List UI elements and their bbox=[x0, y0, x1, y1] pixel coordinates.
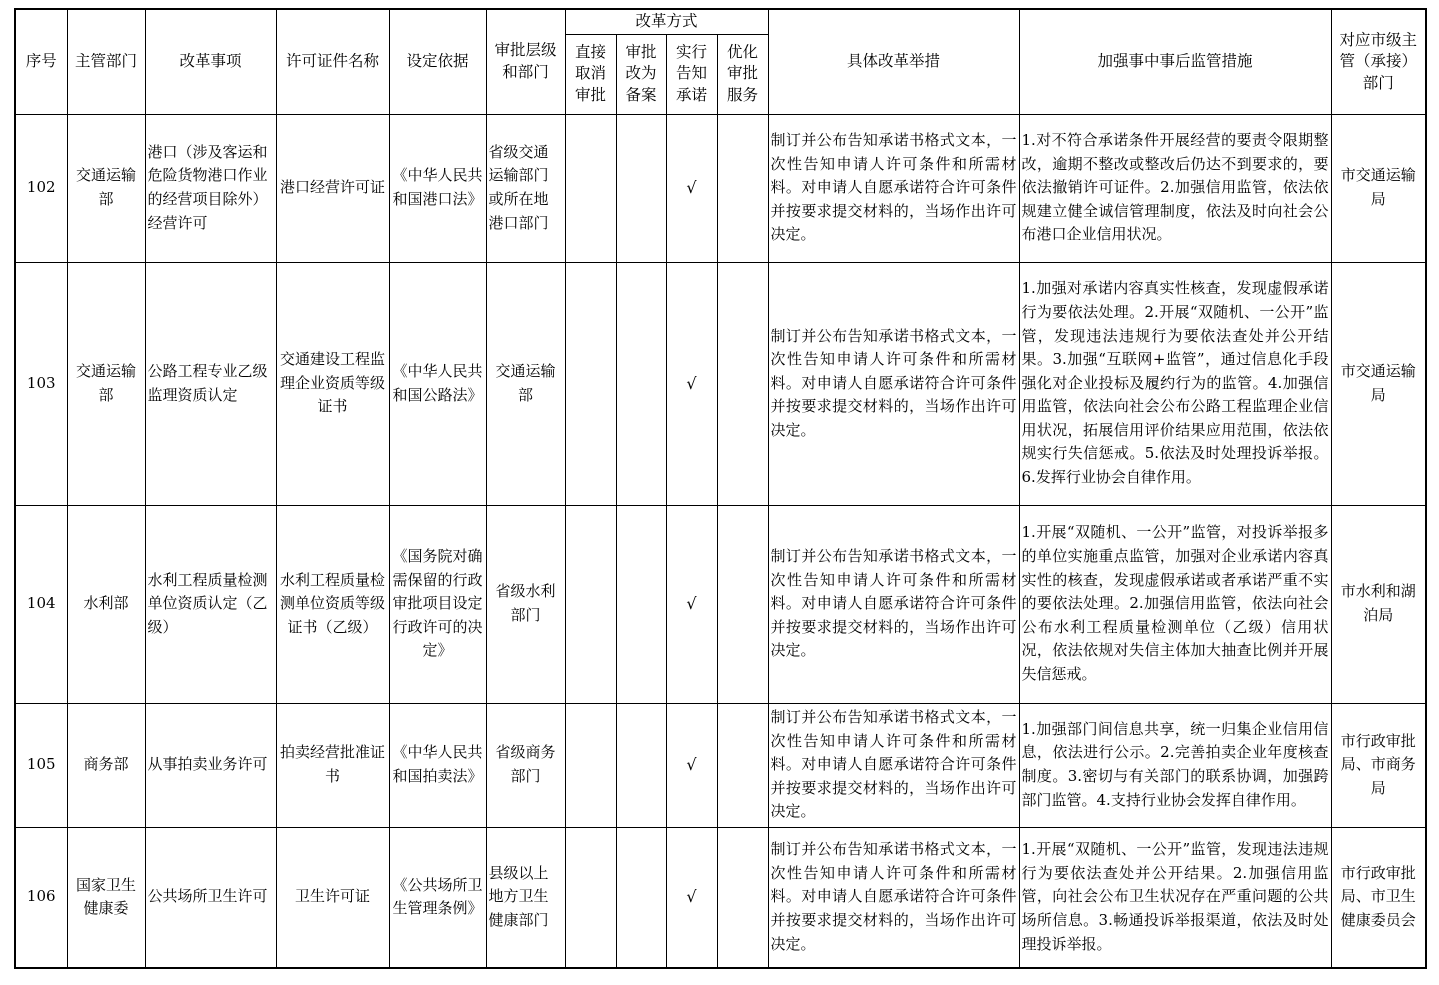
cell-notify: √ bbox=[666, 262, 717, 505]
cell-seq: 103 bbox=[15, 262, 67, 505]
cell-city: 市行政审批局、市商务局 bbox=[1331, 703, 1426, 827]
cell-license: 港口经营许可证 bbox=[276, 114, 389, 262]
reform-table-page bbox=[14, 8, 1427, 969]
header-method-cancel: 直接取消审批 bbox=[565, 34, 616, 114]
cell-cancel bbox=[565, 262, 616, 505]
header-measures: 具体改革举措 bbox=[768, 9, 1019, 114]
table-row bbox=[15, 114, 1426, 262]
header-dept: 主管部门 bbox=[67, 9, 145, 114]
cell-supervision: 1.开展“双随机、一公开”监管，发现违法违规行为要依法查处并公开结果。2.加强信用监管，向社会公布卫生状况存在严重问题的公共场所信息。3.畅通投诉举报渠道，依法及时处理投诉举报。 bbox=[1019, 827, 1331, 968]
cell-license: 拍卖经营批准证书 bbox=[276, 703, 389, 827]
cell-license: 水利工程质量检测单位资质等级证书（乙级） bbox=[276, 505, 389, 703]
header-method-optimize: 优化审批服务 bbox=[717, 34, 768, 114]
cell-city: 市行政审批局、市卫生健康委员会 bbox=[1331, 827, 1426, 968]
table-row bbox=[15, 505, 1426, 703]
cell-record bbox=[616, 827, 666, 968]
cell-seq: 102 bbox=[15, 114, 67, 262]
cell-item: 公共场所卫生许可 bbox=[145, 827, 276, 968]
cell-supervision: 1.加强对承诺内容真实性核查，发现虚假承诺行为要依法处理。2.开展“双随机、一公开”监管，发现违法违规行为要依法查处并公开结果。3.加强“互联网+监管”，通过信息化手段强化对企业投标及履约行为的监管。4.加强信用监管，依法向社会公布公路工程监理企业信用状况，拓展信用评价结果应用范围，依法依规实行失信惩戒。5.依法及时处理投诉举报。6.发挥行业协会自律作用。 bbox=[1019, 262, 1331, 505]
header-supervision: 加强事中事后监管措施 bbox=[1019, 9, 1331, 114]
cell-notify: √ bbox=[666, 114, 717, 262]
cell-city: 市水利和湖泊局 bbox=[1331, 505, 1426, 703]
header-city: 对应市级主管（承接）部门 bbox=[1331, 9, 1426, 114]
cell-level: 省级商务部门 bbox=[486, 703, 565, 827]
cell-optimize bbox=[717, 827, 768, 968]
cell-seq: 106 bbox=[15, 827, 67, 968]
cell-basis: 《公共场所卫生管理条例》 bbox=[389, 827, 486, 968]
header-level: 审批层级和部门 bbox=[486, 9, 565, 114]
cell-measures: 制订并公布告知承诺书格式文本，一次性告知申请人许可条件和所需材料。对申请人自愿承诺符合许可条件并按要求提交材料的，当场作出许可决定。 bbox=[768, 703, 1019, 827]
cell-dept: 商务部 bbox=[67, 703, 145, 827]
cell-notify: √ bbox=[666, 505, 717, 703]
reform-table bbox=[14, 8, 1427, 969]
cell-seq: 105 bbox=[15, 703, 67, 827]
cell-cancel bbox=[565, 505, 616, 703]
cell-cancel bbox=[565, 703, 616, 827]
header-method-notify: 实行告知承诺 bbox=[666, 34, 717, 114]
cell-item: 港口（涉及客运和危险货物港口作业的经营项目除外）经营许可 bbox=[145, 114, 276, 262]
cell-supervision: 1.加强部门间信息共享，统一归集企业信用信息，依法进行公示。2.完善拍卖企业年度核查制度。3.密切与有关部门的联系协调，加强跨部门监管。4.支持行业协会发挥自律作用。 bbox=[1019, 703, 1331, 827]
cell-item: 公路工程专业乙级监理资质认定 bbox=[145, 262, 276, 505]
cell-seq: 104 bbox=[15, 505, 67, 703]
cell-city: 市交通运输局 bbox=[1331, 262, 1426, 505]
cell-optimize bbox=[717, 703, 768, 827]
cell-basis: 《中华人民共和国拍卖法》 bbox=[389, 703, 486, 827]
cell-dept: 交通运输部 bbox=[67, 262, 145, 505]
header-method-record: 审批改为备案 bbox=[616, 34, 666, 114]
table-row bbox=[15, 827, 1426, 968]
header-item: 改革事项 bbox=[145, 9, 276, 114]
cell-measures: 制订并公布告知承诺书格式文本，一次性告知申请人许可条件和所需材料。对申请人自愿承诺符合许可条件并按要求提交材料的，当场作出许可决定。 bbox=[768, 827, 1019, 968]
header-basis: 设定依据 bbox=[389, 9, 486, 114]
cell-cancel bbox=[565, 114, 616, 262]
cell-level: 县级以上地方卫生健康部门 bbox=[486, 827, 565, 968]
cell-level: 省级交通运输部门或所在地港口部门 bbox=[486, 114, 565, 262]
cell-notify: √ bbox=[666, 827, 717, 968]
cell-dept: 交通运输部 bbox=[67, 114, 145, 262]
cell-optimize bbox=[717, 114, 768, 262]
cell-item: 水利工程质量检测单位资质认定（乙级） bbox=[145, 505, 276, 703]
cell-basis: 《国务院对确需保留的行政审批项目设定行政许可的决定》 bbox=[389, 505, 486, 703]
header-seq: 序号 bbox=[15, 9, 67, 114]
cell-record bbox=[616, 262, 666, 505]
cell-optimize bbox=[717, 505, 768, 703]
header-license: 许可证件名称 bbox=[276, 9, 389, 114]
cell-license: 卫生许可证 bbox=[276, 827, 389, 968]
cell-record bbox=[616, 114, 666, 262]
cell-measures: 制订并公布告知承诺书格式文本，一次性告知申请人许可条件和所需材料。对申请人自愿承诺符合许可条件并按要求提交材料的，当场作出许可决定。 bbox=[768, 505, 1019, 703]
cell-level: 交通运输部 bbox=[486, 262, 565, 505]
cell-level: 省级水利部门 bbox=[486, 505, 565, 703]
table-row bbox=[15, 262, 1426, 505]
cell-supervision: 1.开展“双随机、一公开”监管，对投诉举报多的单位实施重点监管，加强对企业承诺内容真实性的核查，发现虚假承诺或者承诺严重不实的要依法处理。2.加强信用监管，依法向社会公布水利工程质量检测单位（乙级）信用状况，依法依规对失信主体加大抽查比例并开展失信惩戒。 bbox=[1019, 505, 1331, 703]
cell-measures: 制订并公布告知承诺书格式文本，一次性告知申请人许可条件和所需材料。对申请人自愿承诺符合许可条件并按要求提交材料的，当场作出许可决定。 bbox=[768, 114, 1019, 262]
cell-license: 交通建设工程监理企业资质等级证书 bbox=[276, 262, 389, 505]
cell-city: 市交通运输局 bbox=[1331, 114, 1426, 262]
cell-record bbox=[616, 505, 666, 703]
cell-notify: √ bbox=[666, 703, 717, 827]
cell-item: 从事拍卖业务许可 bbox=[145, 703, 276, 827]
cell-supervision: 1.对不符合承诺条件开展经营的要责令限期整改，逾期不整改或整改后仍达不到要求的，要依法撤销许可证件。2.加强信用监管，依法依规建立健全诚信管理制度，依法及时向社会公布港口企业信用状况。 bbox=[1019, 114, 1331, 262]
cell-dept: 国家卫生健康委 bbox=[67, 827, 145, 968]
cell-cancel bbox=[565, 827, 616, 968]
cell-basis: 《中华人民共和国港口法》 bbox=[389, 114, 486, 262]
header-method-group: 改革方式 bbox=[565, 9, 768, 34]
table-row bbox=[15, 703, 1426, 827]
cell-optimize bbox=[717, 262, 768, 505]
cell-basis: 《中华人民共和国公路法》 bbox=[389, 262, 486, 505]
cell-dept: 水利部 bbox=[67, 505, 145, 703]
cell-measures: 制订并公布告知承诺书格式文本，一次性告知申请人许可条件和所需材料。对申请人自愿承诺符合许可条件并按要求提交材料的，当场作出许可决定。 bbox=[768, 262, 1019, 505]
cell-record bbox=[616, 703, 666, 827]
